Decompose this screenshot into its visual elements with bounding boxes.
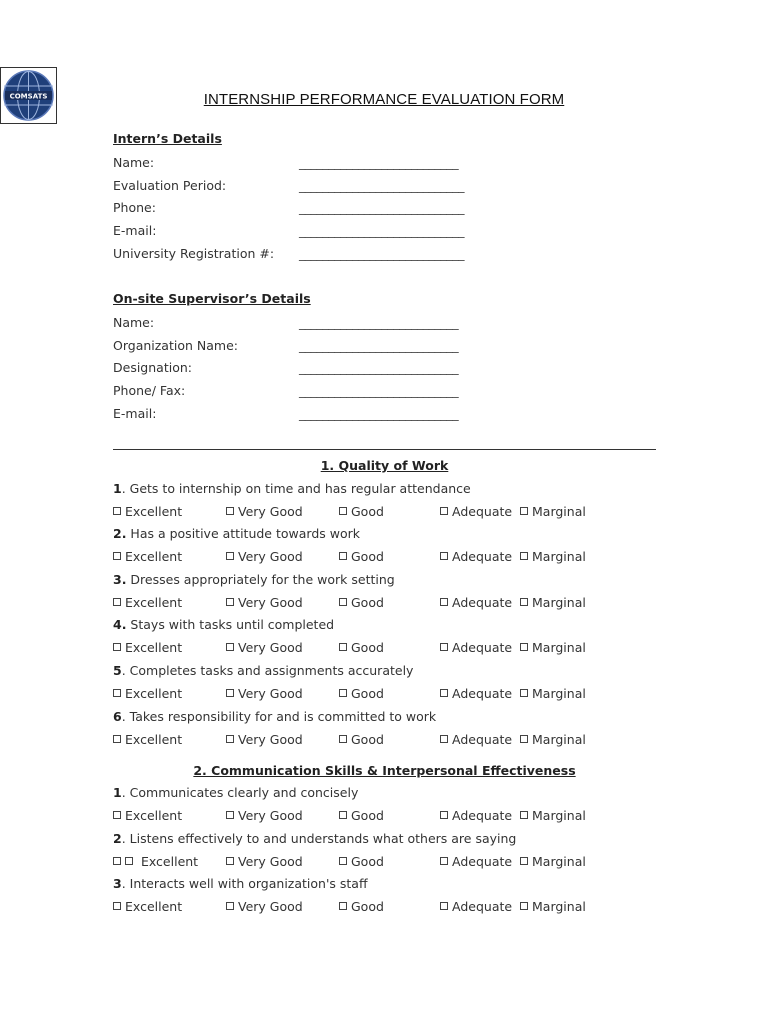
checkbox-icon[interactable] xyxy=(226,507,234,515)
question-1-2 xyxy=(113,526,360,541)
field-label: E-mail: xyxy=(113,223,157,238)
option-excellent[interactable]: Excellent xyxy=(113,808,182,823)
question-text: Has a positive attitude towards work xyxy=(126,526,360,541)
question-text: . Completes tasks and assignments accurately xyxy=(121,663,414,678)
checkbox-icon[interactable] xyxy=(226,643,234,651)
rating-options-q1-2 xyxy=(113,549,673,569)
field-label: University Registration #: xyxy=(113,246,275,261)
option-good[interactable]: Good xyxy=(339,899,384,914)
evaluation-period-blank-line: ____________________________ xyxy=(299,178,465,193)
field-label: Evaluation Period: xyxy=(113,178,227,193)
option-adequate[interactable]: Adequate xyxy=(440,549,512,564)
checkbox-icon[interactable] xyxy=(339,598,347,606)
option-excellent[interactable]: Excellent xyxy=(113,899,182,914)
intern-details-heading: Intern’s Details xyxy=(113,131,222,146)
option-good[interactable]: Good xyxy=(339,549,384,564)
checkbox-icon[interactable] xyxy=(520,811,528,819)
field-label: Designation: xyxy=(113,360,192,375)
field-label: E-mail: xyxy=(113,406,157,421)
checkbox-icon[interactable] xyxy=(440,689,448,697)
intern-evaluation-period-row xyxy=(113,178,673,198)
option-marginal[interactable]: Marginal xyxy=(520,686,586,701)
checkbox-icon[interactable] xyxy=(226,735,234,743)
option-good[interactable]: Good xyxy=(339,854,384,869)
phone-blank-line: ____________________________ xyxy=(299,200,465,215)
name-blank-line: ___________________________ xyxy=(299,315,459,330)
checkbox-icon[interactable] xyxy=(520,598,528,606)
supervisor-details-heading: On-site Supervisor’s Details xyxy=(113,291,311,306)
checkbox-icon[interactable] xyxy=(226,811,234,819)
checkbox-icon[interactable] xyxy=(226,689,234,697)
option-very-good[interactable]: Very Good xyxy=(226,549,303,564)
option-good[interactable]: Good xyxy=(339,732,384,747)
option-very-good[interactable]: Very Good xyxy=(226,808,303,823)
designation-blank-line: ___________________________ xyxy=(299,360,459,375)
option-very-good[interactable]: Very Good xyxy=(226,899,303,914)
checkbox-icon[interactable] xyxy=(339,735,347,743)
supervisor-designation-row xyxy=(113,360,673,380)
checkbox-icon[interactable] xyxy=(113,811,121,819)
checkbox-icon[interactable] xyxy=(113,735,121,743)
checkbox-icon[interactable] xyxy=(113,598,121,606)
intern-email-row xyxy=(113,223,673,243)
checkbox-icon[interactable] xyxy=(339,857,347,865)
checkbox-icon[interactable] xyxy=(520,735,528,743)
field-label: Phone: xyxy=(113,200,156,215)
registration-blank-line: ____________________________ xyxy=(299,246,465,261)
form-title: INTERNSHIP PERFORMANCE EVALUATION FORM xyxy=(203,91,565,108)
option-very-good[interactable]: Very Good xyxy=(226,640,303,655)
svg-text:COMSATS: COMSATS xyxy=(9,92,48,101)
option-marginal[interactable]: Marginal xyxy=(520,732,586,747)
option-very-good[interactable]: Very Good xyxy=(226,686,303,701)
checkbox-icon[interactable] xyxy=(226,857,234,865)
checkbox-icon[interactable] xyxy=(520,643,528,651)
name-blank-line: ___________________________ xyxy=(299,155,459,170)
option-good[interactable]: Good xyxy=(339,808,384,823)
checkbox-icon[interactable] xyxy=(226,552,234,560)
checkbox-icon[interactable] xyxy=(113,902,121,910)
option-excellent[interactable]: Excellent xyxy=(113,854,198,869)
option-good[interactable]: Good xyxy=(339,640,384,655)
checkbox-icon[interactable] xyxy=(113,689,121,697)
checkbox-icon[interactable] xyxy=(520,689,528,697)
option-adequate[interactable]: Adequate xyxy=(440,504,512,519)
checkbox-icon[interactable] xyxy=(520,857,528,865)
checkbox-icon[interactable] xyxy=(440,552,448,560)
option-marginal[interactable]: Marginal xyxy=(520,595,586,610)
checkbox-icon[interactable] xyxy=(339,507,347,515)
option-excellent[interactable]: Excellent xyxy=(113,504,182,519)
option-very-good[interactable]: Very Good xyxy=(226,504,303,519)
checkbox-icon[interactable] xyxy=(113,643,121,651)
checkbox-icon[interactable] xyxy=(113,857,121,865)
checkbox-icon[interactable] xyxy=(520,552,528,560)
option-excellent[interactable]: Excellent xyxy=(113,549,182,564)
field-label: Name: xyxy=(113,155,155,170)
intern-phone-row xyxy=(113,200,673,220)
checkbox-icon[interactable] xyxy=(339,643,347,651)
supervisor-name-row xyxy=(113,315,673,335)
section-communication-skills-heading: 2. Communication Skills & Interpersonal Effectiveness xyxy=(193,763,576,778)
phone-fax-blank-line: ___________________________ xyxy=(299,383,459,398)
question-1-3 xyxy=(113,572,395,587)
option-adequate[interactable]: Adequate xyxy=(440,899,512,914)
checkbox-icon[interactable] xyxy=(440,902,448,910)
question-text: . Takes responsibility for and is committed to work xyxy=(121,709,437,724)
option-good[interactable]: Good xyxy=(339,595,384,610)
field-label: Phone/ Fax: xyxy=(113,383,186,398)
email-blank-line: ___________________________ xyxy=(299,406,459,421)
option-good[interactable]: Good xyxy=(339,686,384,701)
rating-options-q1-1 xyxy=(113,504,673,524)
option-marginal[interactable]: Marginal xyxy=(520,808,586,823)
checkbox-icon[interactable] xyxy=(440,811,448,819)
option-marginal[interactable]: Marginal xyxy=(520,854,586,869)
organization-blank-line: ___________________________ xyxy=(299,338,459,353)
question-number: 3. xyxy=(113,572,127,587)
option-adequate[interactable]: Adequate xyxy=(440,640,512,655)
rating-options-q2-2 xyxy=(113,854,673,874)
rating-options-q1-3 xyxy=(113,595,673,615)
supervisor-phone-fax-row xyxy=(113,383,673,403)
option-very-good[interactable]: Very Good xyxy=(226,854,303,869)
question-number: 4. xyxy=(113,617,127,632)
checkbox-icon[interactable] xyxy=(339,811,347,819)
question-number: 6 xyxy=(113,709,122,724)
question-1-5 xyxy=(113,663,413,678)
option-marginal[interactable]: Marginal xyxy=(520,899,586,914)
option-adequate[interactable]: Adequate xyxy=(440,808,512,823)
email-blank-line: ____________________________ xyxy=(299,223,465,238)
rating-options-q2-1 xyxy=(113,808,673,828)
checkbox-icon[interactable] xyxy=(226,902,234,910)
intern-registration-row xyxy=(113,246,673,266)
checkbox-icon[interactable] xyxy=(440,598,448,606)
section-divider xyxy=(113,449,656,450)
option-marginal[interactable]: Marginal xyxy=(520,504,586,519)
option-very-good[interactable]: Very Good xyxy=(226,732,303,747)
option-adequate[interactable]: Adequate xyxy=(440,686,512,701)
checkbox-icon[interactable] xyxy=(440,507,448,515)
supervisor-organization-row xyxy=(113,338,673,358)
rating-options-q1-5 xyxy=(113,686,673,706)
question-text: . Gets to internship on time and has regular attendance xyxy=(121,481,471,496)
option-excellent[interactable]: Excellent xyxy=(113,686,182,701)
checkbox-icon[interactable] xyxy=(520,507,528,515)
checkbox-icon[interactable] xyxy=(339,689,347,697)
rating-options-q1-6 xyxy=(113,732,673,752)
question-number: 2. xyxy=(113,526,127,541)
option-good[interactable]: Good xyxy=(339,504,384,519)
question-text: . Listens effectively to and understands what others are saying xyxy=(121,831,517,846)
question-1-4 xyxy=(113,617,334,632)
option-adequate[interactable]: Adequate xyxy=(440,595,512,610)
question-1-1 xyxy=(113,481,471,496)
question-1-6 xyxy=(113,709,436,724)
question-number: 3 xyxy=(113,876,122,891)
question-number: 5 xyxy=(113,663,122,678)
supervisor-email-row xyxy=(113,406,673,426)
question-text: . Communicates clearly and concisely xyxy=(121,785,359,800)
checkbox-icon[interactable] xyxy=(226,598,234,606)
checkbox-icon[interactable] xyxy=(440,643,448,651)
rating-options-q1-4 xyxy=(113,640,673,660)
question-number: 1 xyxy=(113,481,122,496)
checkbox-icon[interactable] xyxy=(520,902,528,910)
option-excellent[interactable]: Excellent xyxy=(113,640,182,655)
question-text: Stays with tasks until completed xyxy=(126,617,335,632)
checkbox-icon[interactable] xyxy=(113,507,121,515)
checkbox-icon[interactable] xyxy=(339,902,347,910)
option-marginal[interactable]: Marginal xyxy=(520,549,586,564)
question-text: Dresses appropriately for the work setting xyxy=(126,572,395,587)
option-excellent[interactable]: Excellent xyxy=(113,732,182,747)
option-adequate[interactable]: Adequate xyxy=(440,732,512,747)
checkbox-icon[interactable] xyxy=(125,857,133,865)
option-excellent[interactable]: Excellent xyxy=(113,595,182,610)
checkbox-icon[interactable] xyxy=(440,857,448,865)
question-text: . Interacts well with organization's staff xyxy=(121,876,368,891)
question-2-3 xyxy=(113,876,368,891)
field-label: Organization Name: xyxy=(113,338,238,353)
field-label: Name: xyxy=(113,315,155,330)
question-2-2 xyxy=(113,831,516,846)
checkbox-icon[interactable] xyxy=(113,552,121,560)
question-2-1 xyxy=(113,785,358,800)
question-number: 1 xyxy=(113,785,122,800)
checkbox-icon[interactable] xyxy=(440,735,448,743)
section-quality-of-work-heading: 1. Quality of Work xyxy=(320,458,449,473)
intern-name-row xyxy=(113,155,673,175)
checkbox-icon[interactable] xyxy=(339,552,347,560)
option-adequate[interactable]: Adequate xyxy=(440,854,512,869)
question-number: 2 xyxy=(113,831,122,846)
rating-options-q2-3 xyxy=(113,899,673,919)
option-marginal[interactable]: Marginal xyxy=(520,640,586,655)
option-very-good[interactable]: Very Good xyxy=(226,595,303,610)
